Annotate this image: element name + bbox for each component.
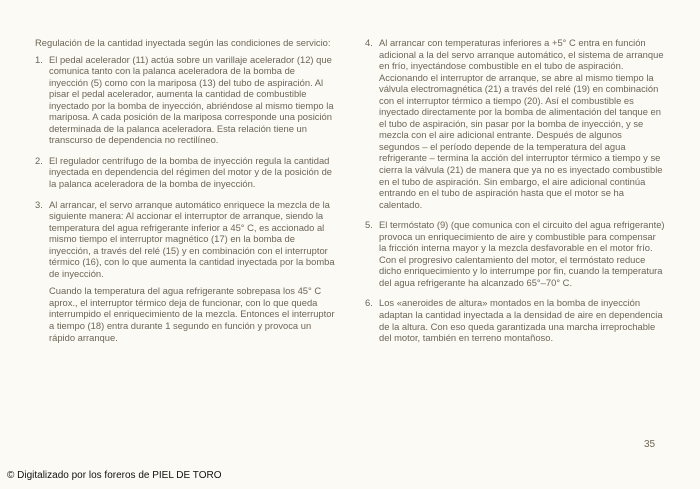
digitization-credit: © Digitalizado por los foreros de PIEL DE TORO — [7, 470, 222, 481]
left-column — [35, 37, 335, 352]
numbered-list-right — [365, 37, 665, 344]
item-number: 2. — [35, 154, 43, 166]
list-item-5 — [365, 219, 665, 288]
item-number: 1. — [35, 53, 43, 65]
list-item-2 — [35, 155, 335, 190]
item-number: 3. — [35, 198, 43, 210]
item-paragraph: Al arrancar con temperaturas inferiores a +5° C entra en función adicional a la del servo arranque automático, el sistema de arranque en frío, inyectándose combustible en el tubo de aspiración. Accionando el interruptor de arranque, se abre al mismo tiempo la válvula electromagnética (21) a través del relé (19) en combinación con el interruptor térmico a tiempo (20). Así el combustible es inyectado directamente por la bomba de alimentación del tanque en el tubo de aspiración, sin pasar por la bomba de inyección, y se mezcla con el aire adicional entrante. Después de algunos segundos – el período depende de la temperatura del agua refrigerante – termina la acción del interruptor térmico a tiempo y se cierra la válvula (21) de manera que ya no es inyectado combustible en el tubo de aspiración. Sin embargo, el aire adicional continúa entrando en el tubo de aspiración hasta que el motor se ha calentado. — [379, 37, 664, 210]
numbered-list-left — [35, 54, 335, 344]
item-paragraph: El regulador centrífugo de la bomba de inyección regula la cantidad inyectada en dependencia del régimen del motor y de la posición de la palanca aceleradora de la bomba de inyección. — [49, 154, 332, 190]
list-item-6 — [365, 297, 665, 343]
list-item-3 — [35, 199, 335, 344]
item-paragraph: Los «aneroides de altura» montados en la bomba de inyección adaptan la cantidad inyectada a la densidad de aire en dependencia de la altura. Con eso queda garantizada una marcha irreprochable del motor, también en terreno montañoso. — [379, 297, 663, 344]
right-column — [365, 37, 665, 353]
list-item-1 — [35, 54, 335, 146]
item-number: 5. — [365, 219, 373, 231]
item-paragraph: El termóstato (9) (que comunica con el circuito del agua refrigerante) provoca un enriquecimiento de aire y combustible para compensar la fricción interna mayor y la mezcla desfavorable en el motor frío. Con el progresivo calentamiento del motor, el termóstato reduce dicho enriquecimiento y lo interrumpe por fin, cuando la temperatura del agua refrigerante ha alcanzado 65°–70° C. — [379, 219, 665, 288]
item-number: 6. — [365, 297, 373, 309]
item-paragraph: Al arrancar, el servo arranque automático enriquece la mezcla de la siguiente manera: Al accionar el interruptor de arranque, siendo la temperatura del agua refrigerante inferior a 45° C, es accionado al mismo tiempo el interruptor magnético (17) en la bomba de inyección, a través del relé (15) y en combinación con el interruptor térmico (16), con lo que aumenta la cantidad inyectada por la bomba de inyección. — [49, 198, 335, 279]
page-number: 35 — [644, 439, 656, 450]
item-number: 4. — [365, 37, 373, 48]
section-intro: Regulación de la cantidad inyectada según las condiciones de servicio: — [35, 37, 331, 48]
item-paragraph: Cuando la temperatura del agua refrigerante sobrepasa los 45° C aprox., el interruptor térmico deja de funcionar, con lo que queda interrumpido el enriquecimiento de la mezcla. Entonces el interruptor a tiempo (18) entra durante 1 segundo en función y provoca un rápido arranque. — [49, 285, 335, 343]
list-item-4 — [365, 37, 665, 210]
item-paragraph: El pedal acelerador (11) actúa sobre un varillaje acelerador (12) que comunica tanto con la palanca aceleradora de la bomba de inyección (5) como con la mariposa (13) del tubo de aspiración. Al pisar el pedal acelerador, aumenta la cantidad de combustible inyectado por la bomba de inyección, abriéndose al mismo tiempo la mariposa. A cada posición de la mariposa corresponde una posición determinada de la palanca aceleradora. Esta relación tiene un transcurso de dependencia no rectilíneo. — [49, 53, 334, 146]
